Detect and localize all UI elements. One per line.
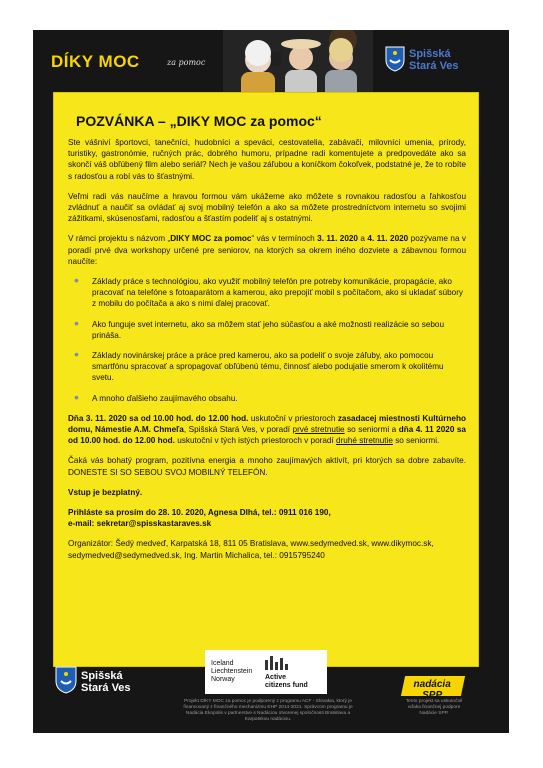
paragraph-schedule: Dňa 3. 11. 2020 sa od 10.00 hod. do 12.00 hod. uskutoční v priestoroch zasadacej miestnosti Kultúrneho domu, Námestie A.M. Chmeľa, Spišská Stará Ves, v poradí prvé stretnutie so seniormi a dňa 4. 11 2020 sa od 10.00 hod. do 12.00 hod. uskutoční v tých istých priestoroch v poradí druhé stretnutie so seniormi. — [68, 413, 466, 446]
list-item: • Základy novinárskej práce a práce pred kamerou, ako sa podeliť o svoje záľuby, ako pomocou smartfónu spracovať a spropagovať obľúbenú tému, činnosť alebo podujatie smerom k okolitému svetu. — [86, 350, 466, 384]
invitation-panel — [54, 93, 478, 666]
invitation-title: POZVÁNKA – „DIKY MOC za pomoc“ — [76, 113, 322, 129]
town-name-line1: Spišská — [409, 48, 451, 60]
list-item: • Základy práce s technológiou, ako využiť mobilný telefón pre potreby komunikácie, propagácie, ako pracovať na telefóne s fotoaparátom a kamerou, ako prepojiť mobil s počítačom, ako si ukladať súbory z mobilu do počítača a ako s nimi ďalej pracovať. — [86, 276, 466, 310]
date-first: 3. 11. 2020 — [317, 234, 358, 244]
list-item: • Ako funguje svet internetu, ako sa môžem stať jeho súčasťou a aké možnosti realizácie so sebou prináša. — [86, 319, 466, 341]
fund-bars-icon — [263, 654, 293, 670]
spp-support-note: Tento projekt sa uskutočnil vďaka finančnej podpore Nadácie SPP. — [405, 699, 463, 716]
active-citizens-fund-logo: Iceland Liechtenstein Norway Active citizens fund — [205, 650, 327, 694]
paragraph-project: V rámci projektu s názvom „DIKY MOC za pomoc“ vás v termínoch 3. 11. 2020 a 4. 11. 2020 pozývame na v poradí prvé dva workshopy určené pre seniorov, na ktorých sa okrem iného dozviete a zábavnou formou naučíte: — [68, 234, 467, 266]
list-item: • A mnoho ďalšieho zaujímavého obsahu. — [86, 393, 466, 404]
paragraph-hobbies: Ste vášniví športovci, tanečníci, hudobníci a speváci, cestovatelia, zabávači, milovníci umenia, prírody, turistiky, gastronómie, ručných prác, dobrého humoru, prípadne radi komentujete a predpovedáte ako sa skončí váš obľúbený film alebo seriál? Nech je vašou záľubou a koníčkom čokoľvek, podstatné je, že to robíte s radosťou a robí vás to šťastnými. — [68, 138, 466, 181]
footer-town-line2: Stará Ves — [81, 682, 131, 694]
funding-note: Projekt DÍKY MOC za pomoc je podporený z programu ACF - Slovakia, ktorý je financovaný z finančného mechanizmu EHP 2014-2021. Správcom programu je Nadácia Ekopolis v partnerstve s Nadáciou otvorenej spoločnosti Bratislava a Karpatskou nadáciou. — [183, 699, 353, 722]
registration: Prihláste sa prosím do 28. 10. 2020, Agnesa Dlhá, tel.: 0911 016 190, e-mail: sekretar@spisskastaraves.sk — [68, 508, 331, 529]
invitation-content — [68, 107, 466, 570]
registration-email[interactable]: e-mail: sekretar@spisskastaraves.sk — [68, 519, 212, 529]
venue: zasadacej miestnosti Kultúrneho domu, Námestie A.M. Chmeľa — [68, 413, 466, 435]
nadacia-spp-logo: nadácia SPP — [401, 676, 465, 696]
project-name: DIKY MOC za pomoc — [170, 234, 252, 244]
town-crest-icon — [385, 46, 405, 72]
footer-town-line1: Spišská — [81, 670, 123, 682]
footer-town-crest-icon — [55, 666, 77, 694]
town-name-line2: Stará Ves — [409, 60, 459, 72]
topics-list — [68, 276, 466, 404]
date-second: 4. 11. 2020 — [367, 234, 409, 244]
free-entry: Vstup je bezplatný. — [68, 487, 143, 497]
seniors-photo — [223, 30, 373, 102]
poster-background — [33, 30, 509, 733]
first-meeting: prvé stretnutie — [292, 425, 345, 435]
second-meeting: druhé stretnutie — [336, 436, 393, 446]
paragraph-program: Čaká vás bohatý program, pozitívna energia a mnoho zaujímavých aktivít, pri ktorých sa dobre zabavíte. DONESTE SI SO SEBOU SVOJ MOBILNÝ TELEFÓN. — [68, 456, 466, 477]
brand-title: DÍKY MOC — [51, 52, 140, 71]
brand-subtitle: za pomoc — [167, 58, 206, 67]
bring-phone-note: DONESTE SI SO SEBOU SVOJ MOBILNÝ TELEFÓN. — [68, 467, 268, 477]
organizer: Organizátor: Šedý medveď, Karpatská 18, 811 05 Bratislava, www.sedymedved.sk, www.dikymoc.sk, sedymedved@sedymedved.sk, Ing. Martin Michalica, tel.: 0915795240 — [68, 539, 434, 560]
paragraph-teaching: Veľmi radi vás naučíme a hravou formou vám ukážeme ako môžete s rovnakou radosťou a ľahkosťou zvládnuť a naučiť sa ovládať aj svoj mobilný telefón a ako sa môžete prostredníctvom internetu so svojimi zážitkami, skúsenosťami, radosťou a šťastím podeliť aj s ostatnými. — [68, 191, 466, 224]
